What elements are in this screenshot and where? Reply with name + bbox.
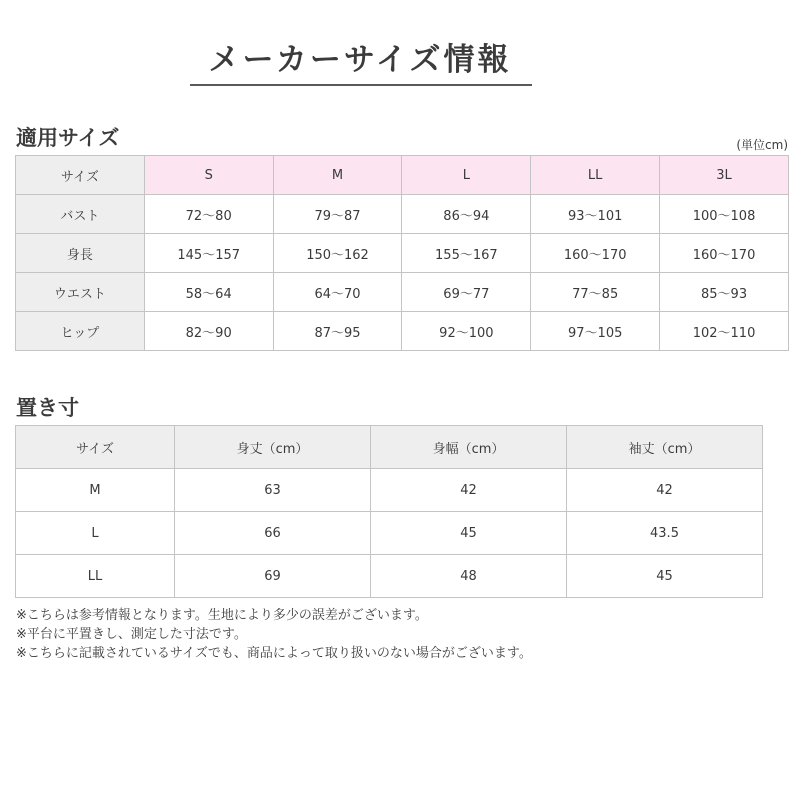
table-cell: 77〜85: [531, 273, 660, 312]
size-table-header-row: [16, 156, 789, 195]
table-cell: 100〜108: [660, 195, 789, 234]
size-header-3l: 3L: [660, 156, 789, 195]
table-cell: 63: [175, 469, 371, 512]
table-row: [16, 555, 763, 598]
note-line: ※平台に平置きし、測定した寸法です。: [16, 627, 247, 642]
table-cell: 87〜95: [273, 312, 402, 351]
table-cell: 97〜105: [531, 312, 660, 351]
table-cell: 42: [567, 469, 763, 512]
table-cell: 79〜87: [273, 195, 402, 234]
size-header-m: M: [273, 156, 402, 195]
measure-header-body-length: 身丈（cm）: [175, 426, 371, 469]
size-header-label: サイズ: [16, 156, 145, 195]
table-cell: 42: [371, 469, 567, 512]
size-header-s: S: [144, 156, 273, 195]
size-section-title: 適用サイズ: [16, 126, 120, 150]
row-label-l: L: [16, 512, 175, 555]
table-cell: 72〜80: [144, 195, 273, 234]
size-table: [15, 155, 789, 351]
table-cell: 58〜64: [144, 273, 273, 312]
table-cell: 160〜170: [531, 234, 660, 273]
notes: [16, 606, 532, 663]
table-row: [16, 195, 789, 234]
table-cell: 150〜162: [273, 234, 402, 273]
note-line: ※こちらに記載されているサイズでも、商品によって取り扱いのない場合がございます。: [16, 646, 532, 661]
table-cell: 82〜90: [144, 312, 273, 351]
unit-note: (単位cm): [736, 138, 788, 152]
row-label-height: 身長: [16, 234, 145, 273]
table-row: [16, 512, 763, 555]
row-label-bust: バスト: [16, 195, 145, 234]
table-cell: 86〜94: [402, 195, 531, 234]
table-cell: 160〜170: [660, 234, 789, 273]
row-label-m: M: [16, 469, 175, 512]
table-cell: 48: [371, 555, 567, 598]
measure-table-header-row: [16, 426, 763, 469]
table-row: [16, 469, 763, 512]
row-label-waist: ウエスト: [16, 273, 145, 312]
note-line: ※こちらは参考情報となります。生地により多少の誤差がございます。: [16, 608, 428, 623]
table-cell: 93〜101: [531, 195, 660, 234]
measure-header-sleeve-length: 袖丈（cm）: [567, 426, 763, 469]
table-cell: 85〜93: [660, 273, 789, 312]
size-header-ll: LL: [531, 156, 660, 195]
page-title: メーカーサイズ情報: [208, 42, 512, 78]
table-row: [16, 273, 789, 312]
table-cell: 155〜167: [402, 234, 531, 273]
table-cell: 45: [371, 512, 567, 555]
measure-header-label: サイズ: [16, 426, 175, 469]
table-cell: 43.5: [567, 512, 763, 555]
table-cell: 145〜157: [144, 234, 273, 273]
table-cell: 69〜77: [402, 273, 531, 312]
row-label-hip: ヒップ: [16, 312, 145, 351]
table-cell: 64〜70: [273, 273, 402, 312]
size-header-l: L: [402, 156, 531, 195]
table-cell: 69: [175, 555, 371, 598]
measure-header-body-width: 身幅（cm）: [371, 426, 567, 469]
measure-section-title: 置き寸: [16, 396, 79, 420]
measure-table: [15, 425, 763, 598]
table-cell: 92〜100: [402, 312, 531, 351]
table-row: [16, 312, 789, 351]
table-cell: 45: [567, 555, 763, 598]
table-cell: 66: [175, 512, 371, 555]
title-underline: [190, 84, 532, 86]
table-row: [16, 234, 789, 273]
row-label-ll: LL: [16, 555, 175, 598]
table-cell: 102〜110: [660, 312, 789, 351]
